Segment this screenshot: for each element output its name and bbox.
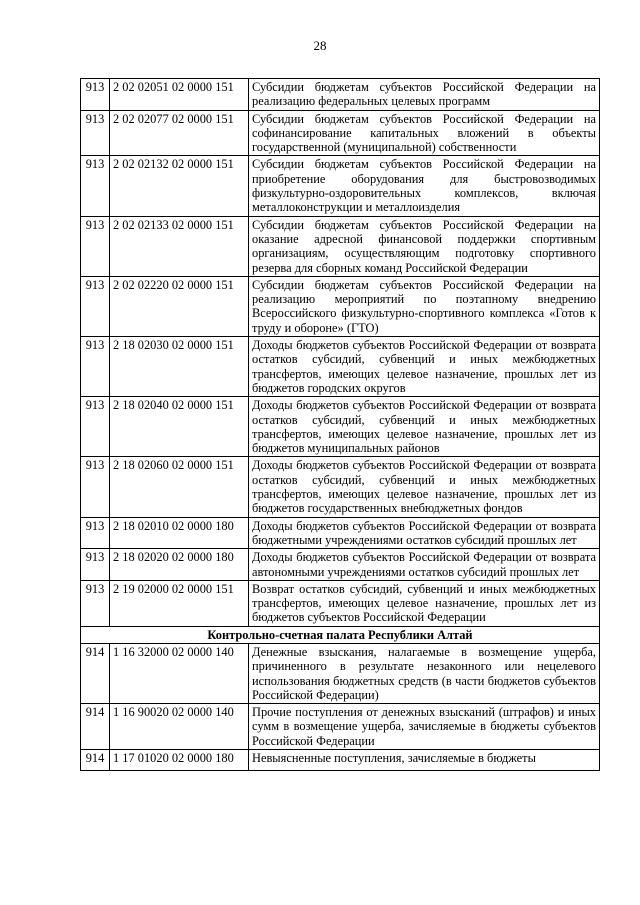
table-row (81, 216, 600, 276)
admin-code-cell: 913 (81, 549, 110, 581)
classification-code-cell: 2 02 02220 02 0000 151 (110, 276, 249, 336)
admin-code-cell: 914 (81, 750, 110, 771)
classification-code-cell: 2 18 02040 02 0000 151 (110, 397, 249, 457)
table-row (81, 457, 600, 517)
page-number: 28 (313, 38, 327, 53)
revenue-codes-table (80, 78, 600, 771)
revenue-name-cell: Доходы бюджетов субъектов Российской Федерации от возврата остатков субсидий, субвенций и иных межбюджетных трансфертов, имеющих целевое назначение, прошлых лет из бюджетов муниципальных районов (249, 397, 600, 457)
admin-code-cell: 913 (81, 216, 110, 276)
revenue-name-cell: Доходы бюджетов субъектов Российской Федерации от возврата остатков субсидий, субвенций и иных межбюджетных трансфертов, имеющих целевое назначение, прошлых лет из бюджетов государственных внебюджетных фондов (249, 457, 600, 517)
classification-code-cell: 2 02 02051 02 0000 151 (110, 79, 249, 111)
classification-code-cell: 2 19 02000 02 0000 151 (110, 580, 249, 626)
admin-code-cell: 913 (81, 79, 110, 111)
revenue-name-cell: Доходы бюджетов субъектов Российской Федерации от возврата автономными учреждениями остатков субсидий прошлых лет (249, 549, 600, 581)
table-row (81, 549, 600, 581)
revenue-name-cell: Субсидии бюджетам субъектов Российской Федерации на реализацию мероприятий по поэтапному внедрению Всероссийского физкультурно-спортивного комплекса «Готов к труду и обороне» (ГТО) (249, 276, 600, 336)
classification-code-cell: 1 17 01020 02 0000 180 (110, 750, 249, 771)
classification-code-cell: 2 18 02030 02 0000 151 (110, 337, 249, 397)
revenue-name-cell: Возврат остатков субсидий, субвенций и иных межбюджетных трансфертов, имеющих целевое назначение, прошлых лет из бюджетов субъектов Российской Федерации (249, 580, 600, 626)
table-row (81, 337, 600, 397)
table-row (81, 517, 600, 549)
admin-code-cell: 913 (81, 337, 110, 397)
admin-code-cell: 914 (81, 704, 110, 750)
table-row (81, 397, 600, 457)
revenue-name-cell: Доходы бюджетов субъектов Российской Федерации от возврата остатков субсидий, субвенций и иных межбюджетных трансфертов, имеющих целевое назначение, прошлых лет из бюджетов городских округов (249, 337, 600, 397)
classification-code-cell: 2 18 02060 02 0000 151 (110, 457, 249, 517)
revenue-name-cell: Субсидии бюджетам субъектов Российской Федерации на реализацию федеральных целевых программ (249, 79, 600, 111)
table-row (81, 79, 600, 111)
table-row (81, 750, 600, 771)
admin-code-cell: 913 (81, 580, 110, 626)
table-row (81, 110, 600, 156)
revenue-name-cell: Доходы бюджетов субъектов Российской Федерации от возврата бюджетными учреждениями остатков субсидий прошлых лет (249, 517, 600, 549)
revenue-name-cell: Прочие поступления от денежных взысканий (штрафов) и иных сумм в возмещение ущерба, зачисляемые в бюджеты субъектов Российской Федерации (249, 704, 600, 750)
classification-code-cell: 1 16 90020 02 0000 140 (110, 704, 249, 750)
table-row (81, 156, 600, 216)
admin-code-cell: 914 (81, 643, 110, 703)
table-body (81, 79, 600, 771)
table-row (81, 276, 600, 336)
classification-code-cell: 2 18 02020 02 0000 180 (110, 549, 249, 581)
revenue-name-cell: Субсидии бюджетам субъектов Российской Федерации на софинансирование капитальных вложений в объекты государственной (муниципальной) собственности (249, 110, 600, 156)
table-row (81, 580, 600, 626)
table-row (81, 643, 600, 703)
classification-code-cell: 2 02 02133 02 0000 151 (110, 216, 249, 276)
classification-code-cell: 1 16 32000 02 0000 140 (110, 643, 249, 703)
section-title: Контрольно-счетная палата Республики Алтай (81, 626, 600, 643)
admin-code-cell: 913 (81, 156, 110, 216)
admin-code-cell: 913 (81, 457, 110, 517)
revenue-name-cell: Невыясненные поступления, зачисляемые в бюджеты (249, 750, 600, 771)
table-row (81, 704, 600, 750)
admin-code-cell: 913 (81, 276, 110, 336)
classification-code-cell: 2 18 02010 02 0000 180 (110, 517, 249, 549)
classification-code-cell: 2 02 02132 02 0000 151 (110, 156, 249, 216)
section-header-row (81, 626, 600, 643)
admin-code-cell: 913 (81, 397, 110, 457)
revenue-name-cell: Субсидии бюджетам субъектов Российской Федерации на приобретение оборудования для быстровозводимых физкультурно-оздоровительных комплексов, включая металлоконструкции и металлоизделия (249, 156, 600, 216)
classification-code-cell: 2 02 02077 02 0000 151 (110, 110, 249, 156)
revenue-name-cell: Субсидии бюджетам субъектов Российской Федерации на оказание адресной финансовой поддержки спортивным организациям, осуществляющим подготовку спортивного резерва для сборных команд Российской Федерации (249, 216, 600, 276)
revenue-name-cell: Денежные взыскания, налагаемые в возмещение ущерба, причиненного в результате незаконного или нецелевого использования бюджетных средств (в части бюджетов субъектов Российской Федерации) (249, 643, 600, 703)
admin-code-cell: 913 (81, 517, 110, 549)
admin-code-cell: 913 (81, 110, 110, 156)
